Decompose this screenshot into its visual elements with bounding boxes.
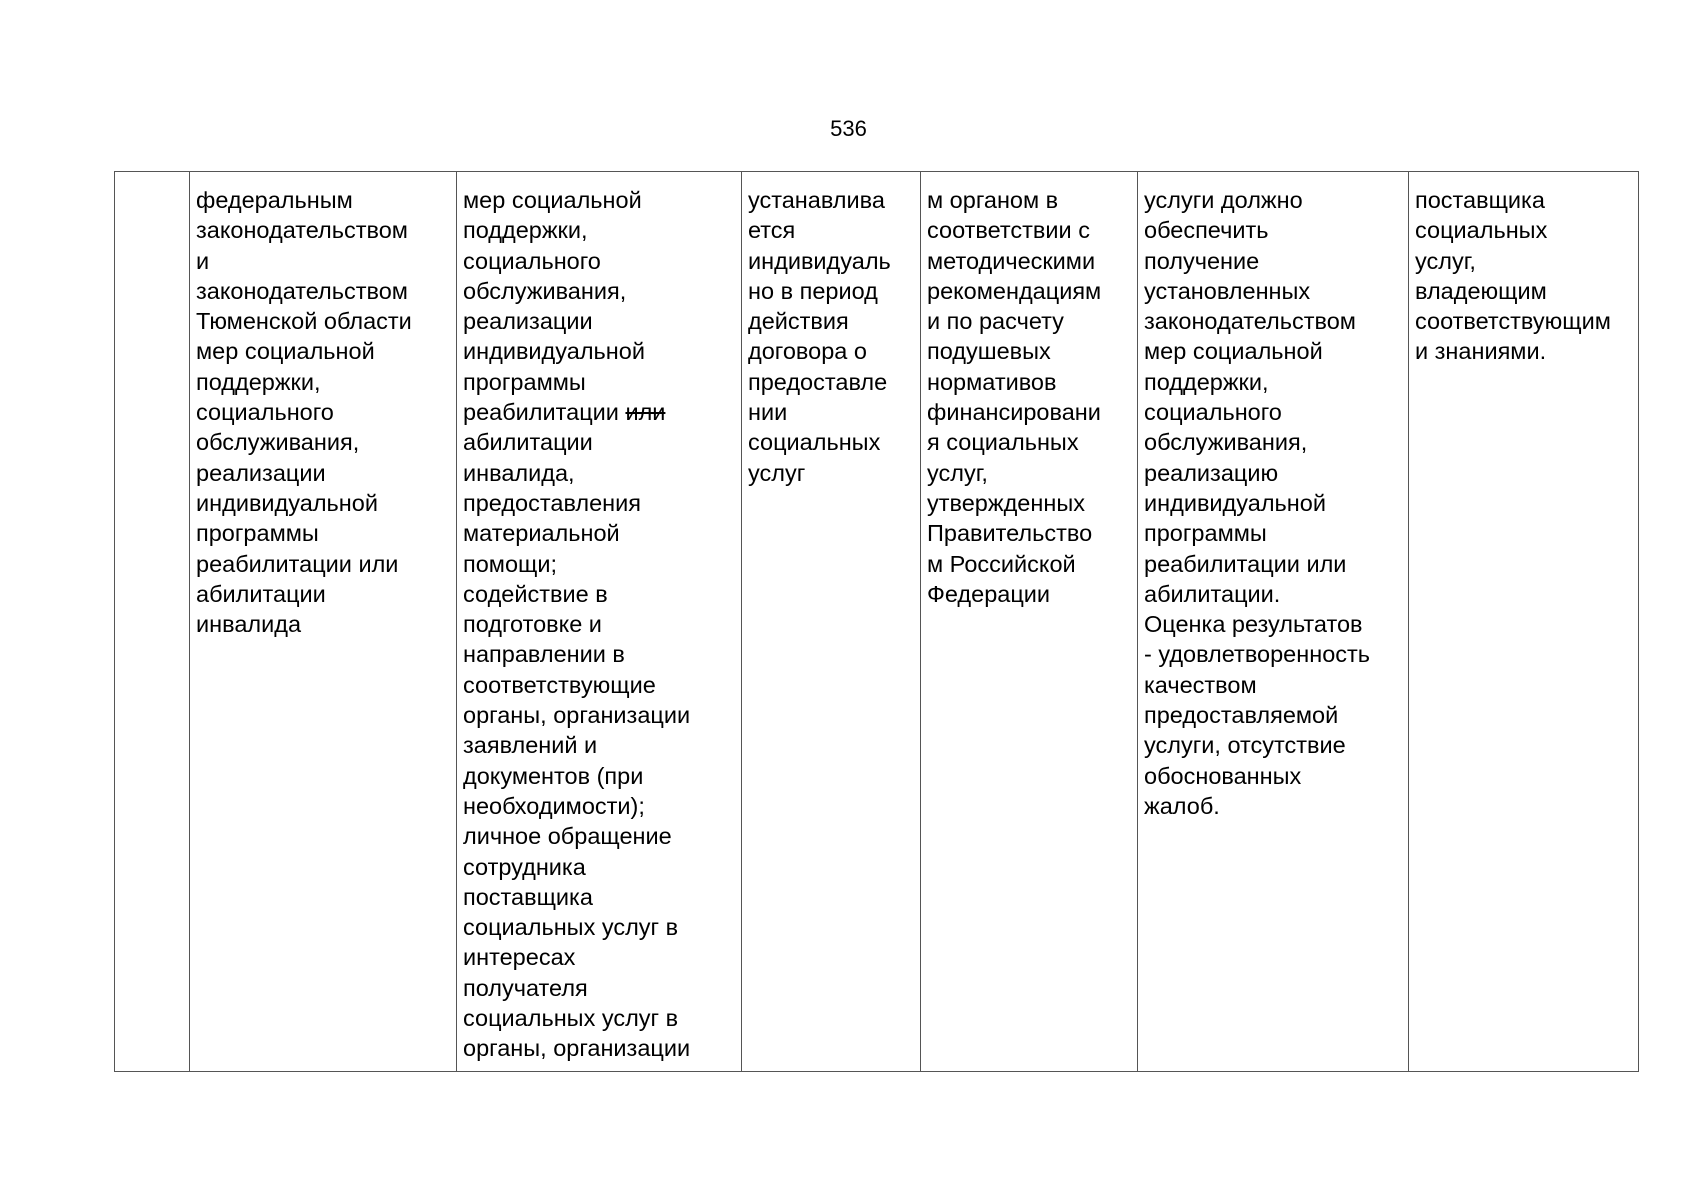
cell-service-content	[457, 172, 742, 1072]
cell-service-content-part1: мер социальной поддержки, социального обслуживания, реализации индивидуальной программы реабилитации	[463, 187, 645, 426]
page-number: 536	[830, 116, 867, 141]
table-row	[115, 172, 1639, 1072]
services-table	[114, 171, 1639, 1072]
cell-service-content-part2: абилитации инвалида, предоставления материальной помощи; содействие в подготовке и направлении в соответствующие органы, организации заявлений и документов (при необходимости); личное обращение сотрудника поставщика социальных услуг в интересах получателя социальных услуг в органы, организации	[463, 429, 691, 1062]
cell-service-term: устанавлива ется индивидуаль но в период действия договора о предоставле нии социальных услуг	[742, 172, 921, 1072]
struck-text: или	[625, 399, 666, 426]
cell-tariff: м органом в соответствии с методическими рекомендациям и по расчету подушевых нормативов финансировани я социальных услуг, утвержденных Правительство м Российской Федерации	[921, 172, 1138, 1072]
cell-number	[115, 172, 190, 1072]
cell-conditions: поставщика социальных услуг, владеющим соответствующим и знаниями.	[1409, 172, 1639, 1072]
cell-legal-basis: федеральным законодательством и законодательством Тюменской области мер социальной поддержки, социального обслуживания, реализации индивидуальной программы реабилитации или абилитации инвалида	[190, 172, 457, 1072]
cell-quality-indicators: услуги должно обеспечить получение установленных законодательством мер социальной поддержки, социального обслуживания, реализацию индивидуальной программы реабилитации или абилитации. Оценка результатов - удовлетворенность качеством предоставляемой услуги, отсутствие обоснованных жалоб.	[1138, 172, 1409, 1072]
